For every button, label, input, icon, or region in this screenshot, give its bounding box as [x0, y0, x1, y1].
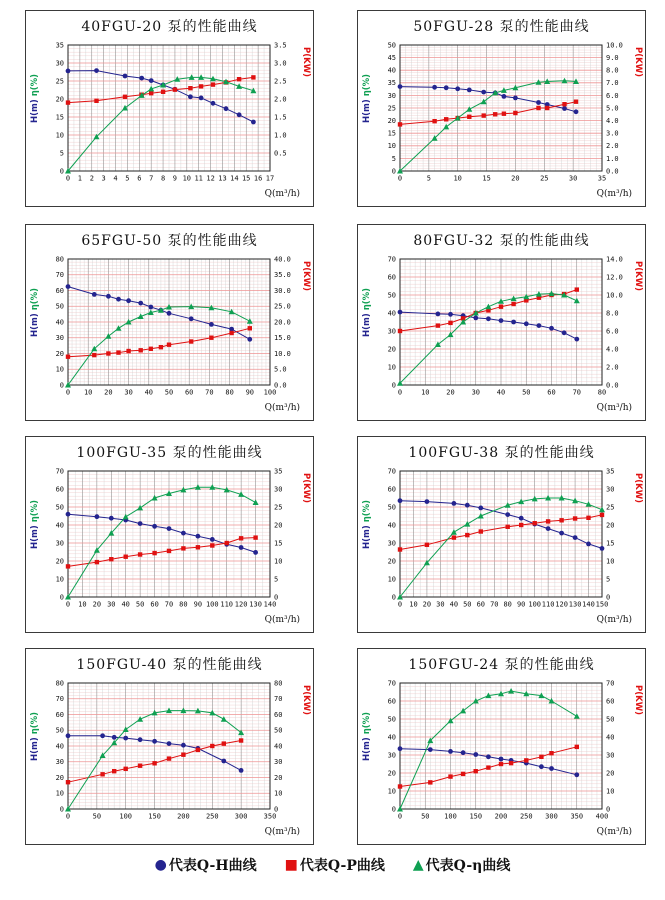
svg-text:2.0: 2.0: [606, 363, 619, 372]
svg-text:1.5: 1.5: [274, 113, 287, 122]
chart-title: 50FGU-28 泵的性能曲线: [413, 19, 590, 35]
svg-text:15.0: 15.0: [274, 334, 291, 343]
svg-text:12.0: 12.0: [606, 273, 623, 282]
chart-title: 65FGU-50 泵的性能曲线: [81, 233, 258, 249]
performance-chart-svg: [26, 649, 313, 844]
svg-text:20: 20: [387, 769, 396, 778]
svg-text:60: 60: [55, 710, 64, 719]
svg-text:10: 10: [55, 575, 64, 584]
svg-text:40: 40: [606, 733, 615, 742]
svg-text:3.0: 3.0: [274, 59, 287, 68]
performance-chart: [358, 11, 645, 206]
svg-text:0: 0: [274, 805, 279, 814]
square-marker-icon: ■: [284, 857, 298, 873]
svg-text:0: 0: [391, 805, 396, 814]
svg-text:40: 40: [449, 600, 459, 609]
svg-text:30: 30: [55, 539, 64, 548]
svg-text:25: 25: [55, 77, 64, 86]
svg-text:35: 35: [274, 467, 283, 476]
svg-text:H(m) η(%): H(m) η(%): [30, 499, 40, 549]
svg-text:10: 10: [78, 600, 87, 609]
svg-text:400: 400: [595, 812, 609, 821]
svg-text:35: 35: [387, 79, 396, 88]
svg-text:40: 40: [274, 742, 283, 751]
svg-text:60: 60: [387, 697, 396, 706]
svg-text:2.0: 2.0: [606, 142, 619, 151]
svg-text:10.0: 10.0: [606, 41, 623, 50]
svg-text:20: 20: [274, 521, 283, 530]
svg-text:30: 30: [606, 751, 615, 760]
svg-text:80: 80: [55, 255, 64, 264]
svg-text:10: 10: [55, 789, 64, 798]
svg-text:60: 60: [55, 485, 64, 494]
svg-text:50: 50: [463, 600, 472, 609]
svg-text:10.0: 10.0: [274, 349, 291, 358]
svg-text:70: 70: [572, 388, 582, 397]
svg-text:40: 40: [496, 388, 506, 397]
svg-text:Q(m³/h): Q(m³/h): [596, 189, 632, 199]
svg-text:50: 50: [92, 812, 102, 821]
svg-text:50: 50: [135, 600, 145, 609]
svg-text:P(KW): P(KW): [301, 261, 311, 291]
svg-text:40: 40: [387, 66, 396, 75]
svg-text:H(m) η(%): H(m) η(%): [30, 287, 40, 337]
performance-chart-svg: [26, 225, 313, 420]
svg-text:90: 90: [193, 600, 203, 609]
legend-item-label: 代表Q-η曲线: [425, 858, 511, 874]
svg-text:60: 60: [547, 388, 556, 397]
svg-text:10: 10: [606, 557, 615, 566]
legend-item-qh: [155, 855, 257, 875]
svg-text:2.0: 2.0: [274, 95, 287, 104]
svg-text:10: 10: [55, 131, 64, 140]
svg-text:30: 30: [55, 334, 64, 343]
svg-text:10: 10: [606, 787, 615, 796]
performance-chart: [26, 649, 313, 844]
svg-text:H(m) η(%): H(m) η(%): [30, 73, 40, 123]
svg-text:5: 5: [274, 575, 279, 584]
svg-text:9.0: 9.0: [606, 54, 619, 62]
svg-text:200: 200: [494, 812, 508, 821]
svg-text:50: 50: [606, 715, 615, 724]
svg-text:300: 300: [234, 812, 248, 821]
svg-text:40: 40: [55, 742, 64, 751]
svg-text:50: 50: [387, 715, 396, 724]
svg-text:150: 150: [469, 812, 483, 821]
svg-text:H(m) η(%): H(m) η(%): [30, 711, 40, 761]
svg-text:0: 0: [397, 600, 403, 609]
svg-text:50: 50: [55, 302, 64, 311]
svg-text:5.0: 5.0: [606, 104, 619, 113]
performance-chart: [358, 649, 645, 844]
svg-text:40: 40: [387, 733, 396, 742]
svg-text:60: 60: [387, 485, 396, 494]
performance-chart-svg: [358, 649, 645, 844]
svg-text:40: 40: [387, 309, 396, 318]
svg-text:6.0: 6.0: [606, 327, 619, 336]
svg-text:Q(m³/h): Q(m³/h): [596, 615, 632, 625]
svg-text:250: 250: [519, 812, 533, 821]
svg-text:30: 30: [471, 388, 481, 397]
svg-text:20: 20: [387, 117, 396, 125]
performance-chart: [358, 225, 645, 420]
svg-text:100: 100: [263, 388, 277, 397]
svg-text:120: 120: [234, 600, 248, 609]
svg-text:15: 15: [241, 174, 251, 183]
svg-text:20: 20: [387, 345, 396, 354]
svg-text:0: 0: [65, 812, 71, 821]
svg-text:12: 12: [206, 174, 215, 183]
svg-text:140: 140: [263, 600, 277, 609]
svg-text:Q(m³/h): Q(m³/h): [264, 827, 300, 837]
svg-text:350: 350: [570, 812, 584, 821]
svg-text:60: 60: [184, 388, 194, 397]
svg-text:60: 60: [55, 286, 64, 295]
svg-text:0.0: 0.0: [274, 381, 287, 390]
svg-text:80: 80: [274, 679, 283, 688]
svg-text:50: 50: [522, 388, 531, 397]
svg-text:0: 0: [606, 593, 611, 602]
svg-text:40: 40: [144, 388, 154, 397]
svg-text:H(m) η(%): H(m) η(%): [362, 499, 372, 549]
svg-text:P(KW): P(KW): [633, 47, 643, 77]
svg-text:16: 16: [253, 174, 263, 183]
svg-text:1.0: 1.0: [274, 131, 287, 140]
chart-panel-80fgu-32: [357, 224, 646, 421]
svg-text:4.0: 4.0: [606, 345, 619, 354]
svg-text:5: 5: [391, 154, 396, 163]
svg-text:5: 5: [125, 174, 130, 183]
chart-panel-65fgu-50: [25, 224, 314, 421]
svg-text:0: 0: [59, 381, 64, 390]
svg-text:4: 4: [113, 174, 118, 183]
svg-text:10: 10: [83, 388, 93, 397]
svg-text:130: 130: [568, 600, 582, 609]
svg-text:9: 9: [172, 174, 178, 183]
svg-text:2: 2: [89, 174, 94, 183]
svg-text:P(KW): P(KW): [633, 261, 643, 291]
svg-text:10.0: 10.0: [606, 291, 623, 300]
performance-chart-svg: [26, 437, 313, 632]
svg-text:7: 7: [149, 174, 154, 183]
svg-text:15: 15: [606, 539, 615, 548]
svg-text:30: 30: [606, 485, 615, 494]
svg-text:80: 80: [597, 388, 607, 397]
svg-text:50: 50: [387, 291, 396, 300]
svg-text:0.5: 0.5: [274, 149, 287, 158]
svg-text:7.0: 7.0: [606, 79, 619, 88]
svg-text:80: 80: [225, 388, 234, 397]
svg-text:110: 110: [541, 600, 555, 609]
svg-text:Q(m³/h): Q(m³/h): [596, 827, 632, 837]
svg-text:30: 30: [107, 600, 116, 609]
svg-text:30: 30: [124, 388, 133, 397]
svg-text:40: 40: [55, 318, 64, 327]
svg-text:0.0: 0.0: [606, 167, 619, 176]
svg-text:0: 0: [391, 381, 396, 390]
svg-text:30: 30: [55, 59, 64, 68]
svg-text:8: 8: [160, 174, 166, 183]
svg-text:H(m) η(%): H(m) η(%): [362, 73, 372, 123]
svg-text:130: 130: [249, 600, 262, 609]
svg-text:70: 70: [164, 600, 174, 609]
svg-text:10: 10: [387, 787, 396, 796]
svg-text:50: 50: [55, 726, 64, 735]
svg-text:80: 80: [179, 600, 188, 609]
svg-text:30: 30: [274, 758, 283, 767]
svg-text:6: 6: [137, 174, 142, 183]
svg-text:0: 0: [606, 805, 611, 814]
svg-text:60: 60: [274, 710, 283, 719]
svg-text:8.0: 8.0: [606, 309, 619, 318]
svg-text:60: 60: [387, 273, 396, 282]
svg-text:30: 30: [387, 539, 396, 548]
svg-text:30: 30: [387, 327, 396, 336]
svg-text:2.5: 2.5: [274, 77, 287, 86]
svg-text:70: 70: [606, 679, 615, 688]
svg-text:20: 20: [92, 600, 102, 609]
svg-text:25.0: 25.0: [274, 302, 291, 311]
svg-text:20.0: 20.0: [274, 318, 291, 327]
svg-text:20: 20: [422, 600, 432, 609]
svg-text:3.5: 3.5: [274, 41, 287, 50]
performance-chart-svg: [358, 437, 645, 632]
svg-text:3: 3: [101, 174, 106, 183]
chart-panel-40fgu-20: [25, 10, 314, 207]
svg-text:25: 25: [606, 503, 615, 512]
chart-title: 100FGU-38 泵的性能曲线: [408, 445, 595, 461]
svg-text:20: 20: [104, 388, 113, 397]
svg-text:350: 350: [263, 812, 277, 821]
svg-text:5: 5: [606, 575, 611, 584]
svg-text:30: 30: [568, 174, 578, 183]
legend-item-label: 代表Q-P曲线: [299, 858, 385, 874]
svg-text:300: 300: [545, 812, 558, 821]
svg-text:60: 60: [606, 697, 615, 706]
triangle-marker-icon: ▲: [412, 857, 424, 873]
svg-text:0: 0: [397, 388, 403, 397]
svg-text:100: 100: [205, 600, 219, 609]
svg-text:P(KW): P(KW): [633, 473, 643, 503]
performance-chart-svg: [358, 11, 645, 206]
chart-title: 80FGU-32 泵的性能曲线: [413, 233, 590, 249]
svg-text:20: 20: [55, 557, 64, 566]
svg-text:5.0: 5.0: [274, 365, 287, 374]
svg-text:20: 20: [55, 95, 64, 104]
svg-text:25: 25: [387, 104, 396, 113]
svg-text:Q(m³/h): Q(m³/h): [264, 189, 300, 199]
svg-text:20: 20: [55, 349, 64, 358]
svg-text:P(KW): P(KW): [301, 685, 311, 715]
svg-text:10: 10: [182, 174, 192, 183]
svg-text:30: 30: [274, 485, 283, 494]
svg-text:70: 70: [387, 679, 396, 688]
svg-text:20: 20: [606, 521, 615, 530]
performance-chart: [26, 437, 313, 632]
svg-text:15: 15: [387, 129, 396, 138]
svg-text:0: 0: [274, 593, 279, 602]
svg-text:50: 50: [164, 388, 174, 397]
svg-text:14: 14: [230, 174, 239, 183]
performance-chart-svg: [26, 11, 313, 206]
svg-text:70: 70: [274, 695, 283, 704]
chart-panel-100fgu-38: [357, 436, 646, 633]
svg-text:Q(m³/h): Q(m³/h): [264, 403, 300, 413]
svg-text:10: 10: [387, 142, 396, 151]
svg-text:10: 10: [421, 388, 430, 397]
svg-text:10: 10: [409, 600, 418, 609]
svg-text:140: 140: [582, 600, 595, 609]
svg-text:80: 80: [55, 679, 64, 688]
performance-chart: [358, 437, 645, 632]
svg-text:60: 60: [150, 600, 159, 609]
svg-text:P(KW): P(KW): [633, 685, 643, 715]
svg-text:10: 10: [387, 363, 396, 372]
svg-text:20: 20: [446, 388, 455, 397]
svg-text:30: 30: [55, 758, 64, 767]
chart-title: 100FGU-35 泵的性能曲线: [76, 445, 263, 461]
svg-text:40: 40: [387, 521, 396, 530]
svg-text:15: 15: [482, 174, 491, 183]
svg-text:6.0: 6.0: [606, 91, 619, 100]
svg-text:40: 40: [121, 600, 130, 609]
svg-text:1.0: 1.0: [606, 154, 619, 163]
chart-title: 150FGU-24 泵的性能曲线: [408, 657, 595, 673]
svg-text:20: 20: [387, 557, 396, 566]
svg-text:90: 90: [516, 600, 526, 609]
svg-text:30: 30: [387, 751, 396, 760]
svg-text:60: 60: [476, 600, 486, 609]
performance-chart-svg: [358, 225, 645, 420]
svg-text:0: 0: [59, 167, 64, 176]
legend-item-label: 代表Q-H曲线: [168, 858, 257, 874]
legend-item-qeta: [413, 855, 510, 875]
svg-text:8.0: 8.0: [606, 66, 619, 75]
chart-title: 150FGU-40 泵的性能曲线: [76, 657, 263, 673]
svg-text:0.0: 0.0: [606, 381, 619, 390]
svg-text:35: 35: [597, 174, 607, 183]
svg-text:70: 70: [55, 271, 64, 280]
svg-text:70: 70: [205, 388, 214, 397]
svg-text:80: 80: [503, 600, 512, 609]
svg-text:5: 5: [59, 149, 64, 158]
chart-panel-100fgu-35: [25, 436, 314, 633]
svg-text:30: 30: [387, 91, 396, 100]
svg-text:35: 35: [55, 41, 64, 50]
svg-text:3.0: 3.0: [606, 129, 619, 138]
chart-panel-150fgu-24: [357, 648, 646, 845]
svg-text:35.0: 35.0: [274, 271, 291, 280]
svg-text:250: 250: [205, 812, 219, 821]
svg-text:70: 70: [387, 255, 396, 264]
performance-chart: [26, 11, 313, 206]
performance-chart: [26, 225, 313, 420]
svg-text:10: 10: [274, 789, 283, 798]
legend-item-qp: [285, 855, 385, 875]
svg-text:100: 100: [528, 600, 542, 609]
svg-text:4.0: 4.0: [606, 117, 619, 125]
svg-text:10: 10: [55, 365, 64, 374]
svg-text:50: 50: [387, 41, 396, 50]
svg-text:90: 90: [245, 388, 255, 397]
svg-text:20: 20: [55, 773, 64, 782]
svg-text:P(KW): P(KW): [301, 473, 311, 503]
svg-text:120: 120: [555, 600, 568, 609]
svg-text:50: 50: [421, 812, 430, 821]
svg-text:13: 13: [218, 174, 227, 183]
svg-text:10: 10: [274, 557, 283, 566]
chart-panel-150fgu-40: [25, 648, 314, 845]
circle-marker-icon: ●: [154, 857, 167, 873]
svg-text:25: 25: [274, 503, 283, 512]
svg-text:P(KW): P(KW): [301, 47, 311, 77]
svg-text:0: 0: [59, 805, 64, 814]
svg-text:50: 50: [274, 726, 283, 735]
svg-text:100: 100: [444, 812, 457, 821]
svg-text:0: 0: [65, 600, 71, 609]
svg-text:Q(m³/h): Q(m³/h): [264, 615, 300, 625]
svg-text:H(m) η(%): H(m) η(%): [362, 287, 372, 337]
svg-text:25: 25: [540, 174, 549, 183]
svg-text:Q(m³/h): Q(m³/h): [596, 403, 632, 413]
svg-text:1: 1: [77, 174, 83, 183]
svg-text:150: 150: [148, 812, 161, 821]
svg-text:17: 17: [265, 174, 275, 183]
svg-text:70: 70: [55, 467, 64, 476]
svg-text:45: 45: [387, 54, 396, 62]
svg-text:0: 0: [397, 812, 403, 821]
svg-text:H(m) η(%): H(m) η(%): [362, 711, 372, 761]
svg-text:100: 100: [119, 812, 133, 821]
svg-text:15: 15: [274, 539, 283, 548]
chart-title: 40FGU-20 泵的性能曲线: [81, 19, 258, 35]
svg-text:30.0: 30.0: [274, 286, 291, 295]
svg-text:14.0: 14.0: [606, 255, 623, 264]
svg-text:0: 0: [65, 174, 71, 183]
svg-text:11: 11: [194, 174, 203, 183]
svg-text:200: 200: [177, 812, 190, 821]
svg-text:20: 20: [511, 174, 520, 183]
svg-text:35: 35: [606, 467, 615, 476]
svg-text:0: 0: [391, 167, 396, 176]
svg-text:0: 0: [59, 593, 64, 602]
chart-panel-50fgu-28: [357, 10, 646, 207]
svg-text:0: 0: [65, 388, 71, 397]
svg-text:15: 15: [55, 113, 64, 122]
svg-text:50: 50: [55, 503, 64, 512]
svg-text:10: 10: [387, 575, 396, 584]
svg-text:0: 0: [391, 593, 396, 602]
svg-text:150: 150: [595, 600, 609, 609]
svg-text:0: 0: [397, 174, 403, 183]
svg-text:20: 20: [274, 773, 283, 782]
svg-text:5: 5: [426, 174, 432, 183]
legend: [0, 855, 665, 875]
svg-text:70: 70: [490, 600, 499, 609]
svg-text:30: 30: [436, 600, 445, 609]
svg-text:10: 10: [453, 174, 462, 183]
svg-text:70: 70: [55, 695, 64, 704]
svg-text:20: 20: [606, 769, 615, 778]
svg-text:110: 110: [220, 600, 234, 609]
svg-text:70: 70: [387, 467, 396, 476]
svg-text:40.0: 40.0: [274, 255, 291, 264]
svg-text:50: 50: [387, 503, 396, 512]
svg-text:40: 40: [55, 521, 64, 530]
